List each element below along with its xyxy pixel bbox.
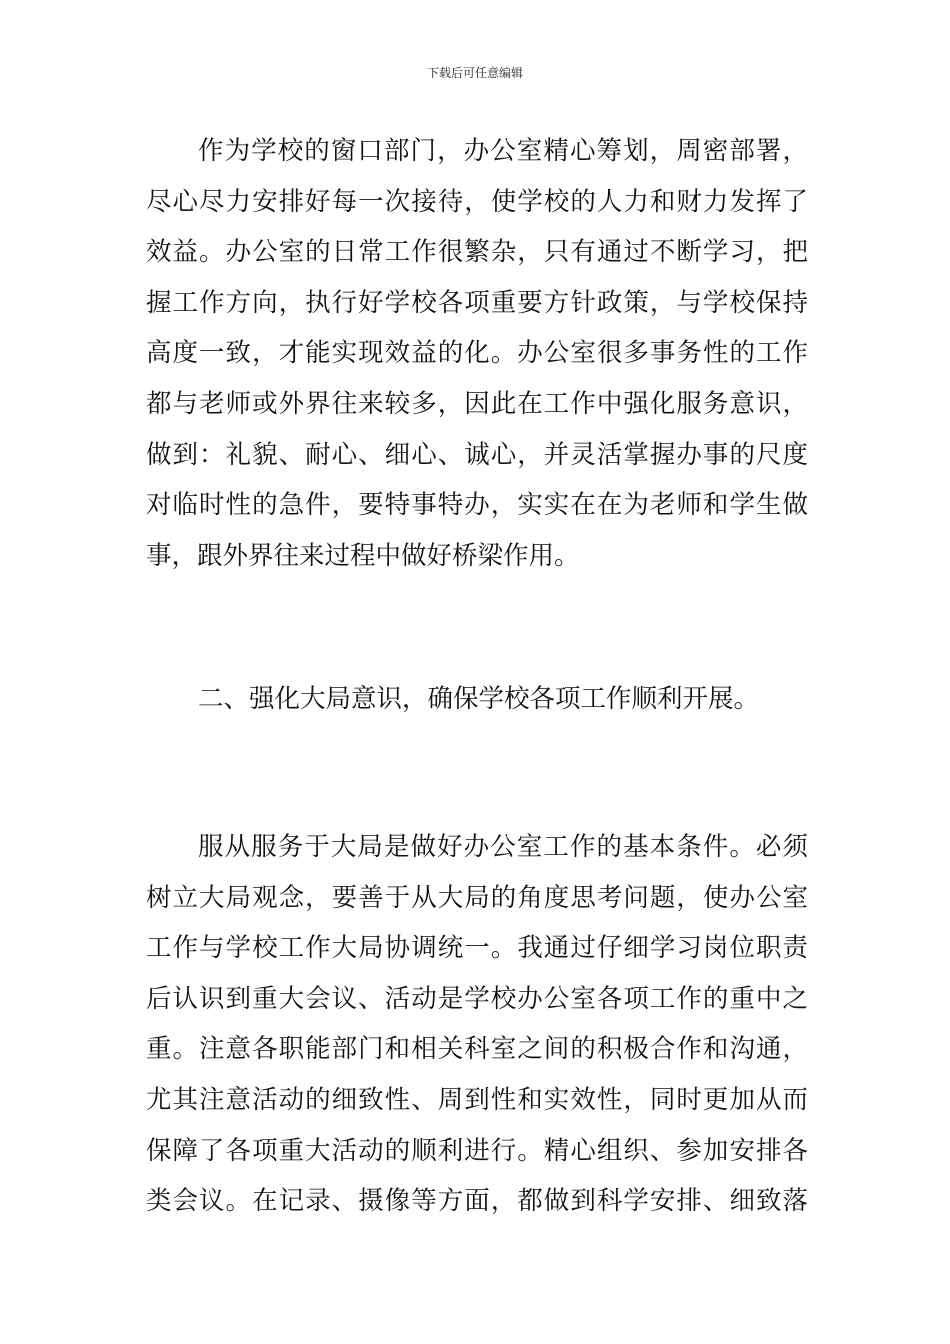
paragraph-line: 效益。办公室的日常工作很繁杂，只有通过不断学习，把 <box>146 237 808 268</box>
paragraph-line: 做到：礼貌、耐心、细心、诚心，并灵活掌握办事的尺度 <box>146 439 808 470</box>
paragraph-line: 尤其注意活动的细致性、周到性和实效性，同时更加从而 <box>146 1084 808 1115</box>
paragraph-line: 树立大局观念，要善于从大局的角度思考问题，使办公室 <box>146 882 808 913</box>
paragraph-1 <box>146 126 808 581</box>
paragraph-line: 都与老师或外界往来较多，因此在工作中强化服务意识， <box>146 388 808 419</box>
paragraph-line: 高度一致，才能实现效益的化。办公室很多事务性的工作 <box>146 338 808 369</box>
paragraph-line: 后认识到重大会议、活动是学校办公室各项工作的重中之 <box>146 983 808 1014</box>
paragraph-line: 握工作方向，执行好学校各项重要方针政策，与学校保持 <box>146 287 808 318</box>
paragraph-line: 对临时性的急件，要特事特办，实实在在为老师和学生做 <box>146 490 808 521</box>
section-heading <box>146 674 808 725</box>
paragraph-line: 尽心尽力安排好每一次接待，使学校的人力和财力发挥了 <box>146 186 808 217</box>
paragraph-line: 作为学校的窗口部门，办公室精心筹划，周密部署， <box>198 136 808 166</box>
paragraph-line: 事，跟外界往来过程中做好桥梁作用。 <box>146 540 580 571</box>
paragraph-2 <box>146 822 808 1227</box>
paragraph-line: 重。注意各职能部门和相关科室之间的积极合作和沟通， <box>146 1034 808 1065</box>
page-header-note: 下载后可任意编辑 <box>426 66 523 80</box>
paragraph-line: 保障了各项重大活动的顺利进行。精心组织、参加安排各 <box>146 1135 808 1166</box>
paragraph-line: 工作与学校工作大局协调统一。我通过仔细学习岗位职责 <box>146 933 808 964</box>
paragraph-line: 服从服务于大局是做好办公室工作的基本条件。必须 <box>198 832 808 862</box>
section-heading-text: 二、强化大局意识，确保学校各项工作顺利开展。 <box>198 684 760 714</box>
paragraph-line: 类会议。在记录、摄像等方面，都做到科学安排、细致落 <box>146 1186 808 1217</box>
